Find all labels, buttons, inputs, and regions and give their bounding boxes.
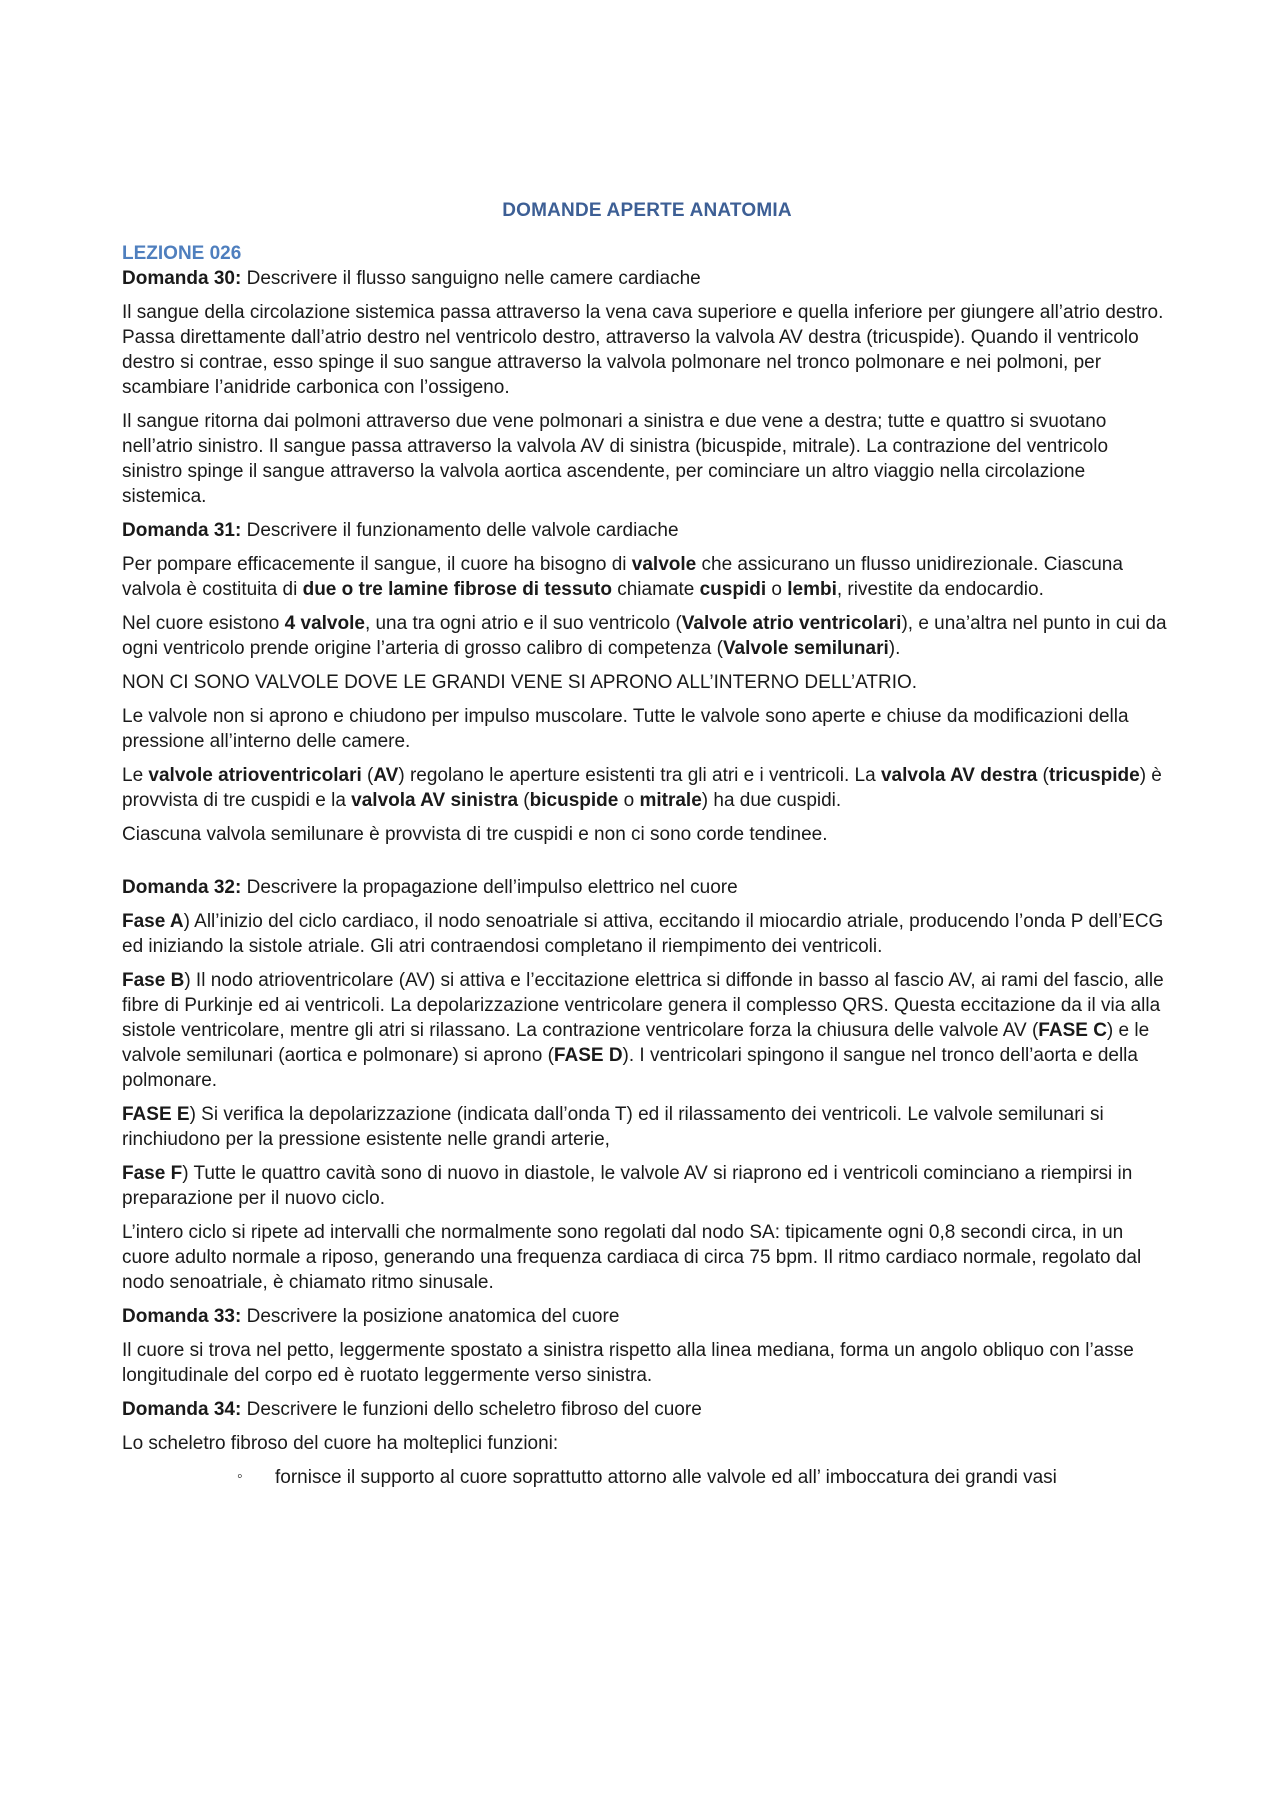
question-32-label: Domanda 32: [122, 877, 242, 898]
q31-paragraph-1: Per pompare efficacemente il sangue, il cuore ha bisogno di valvole che assicurano un flusso unidirezionale. Ciascuna valvola è costituita di due o tre lamine fibrose di tessuto chiamate cuspidi o lembi, rivestite da endocardio. [122, 554, 1123, 600]
question-30-text: Descrivere il flusso sanguigno nelle camere cardiache [241, 268, 701, 289]
question-33 [122, 1304, 1172, 1329]
question-34-text: Descrivere le funzioni dello scheletro fibroso del cuore [241, 1399, 702, 1420]
question-31-text: Descrivere il funzionamento delle valvole cardiache [241, 520, 679, 541]
q34-paragraph-1: Lo scheletro fibroso del cuore ha molteplici funzioni: [122, 1433, 559, 1454]
document-page [122, 198, 1172, 1490]
question-31-label: Domanda 31: [122, 520, 242, 541]
q31-paragraph-3: NON CI SONO VALVOLE DOVE LE GRANDI VENE SI APRONO ALL’INTERNO DELL’ATRIO. [122, 672, 918, 693]
q31-paragraph-2: Nel cuore esistono 4 valvole, una tra ogni atrio e il suo ventricolo (Valvole atrio ventricolari), e una’altra nel punto in cui da ogni ventricolo prende origine l’arteria di grosso calibro di competenza (Valvole semilunari). [122, 613, 1167, 659]
q31-paragraph-5: Le valvole atrioventricolari (AV) regolano le aperture esistenti tra gli atri e i ventricoli. La valvola AV destra (tricuspide) è provvista di tre cuspidi e la valvola AV sinistra (bicuspide o mitrale) ha due cuspidi. [122, 765, 1162, 811]
q33-paragraph-1: Il cuore si trova nel petto, leggermente spostato a sinistra rispetto alla linea mediana, forma un angolo obliquo con l’asse longitudinale del corpo ed è ruotato leggermente verso sinistra. [122, 1340, 1134, 1386]
question-33-text: Descrivere la posizione anatomica del cuore [241, 1306, 620, 1327]
question-30 [122, 266, 1172, 291]
document-title: DOMANDE APERTE ANATOMIA [502, 200, 792, 221]
list-item: ◦ fornisce il supporto al cuore soprattutto attorno alle valvole ed all’ imboccatura dei grandi vasi [237, 1465, 1172, 1490]
q32-phase-f: Fase F) Tutte le quattro cavità sono di nuovo in diastole, le valvole AV si riaprono ed i ventricoli cominciano a riempirsi in preparazione per il nuovo ciclo. [122, 1163, 1133, 1209]
question-32-text: Descrivere la propagazione dell’impulso elettrico nel cuore [241, 877, 738, 898]
question-34 [122, 1397, 1172, 1422]
q30-paragraph-1: Il sangue della circolazione sistemica passa attraverso la vena cava superiore e quella inferiore per giungere all’atrio destro. Passa direttamente dall’atrio destro nel ventricolo destro, attraverso la valvola AV destra (tricuspide). Quando il ventricolo destro si contrae, esso spinge il suo sangue attraverso la valvola polmonare nel tronco polmonare e nei polmoni, per scambiare l’anidride carbonica con l’ossigeno. [122, 302, 1164, 398]
q30-paragraph-2: Il sangue ritorna dai polmoni attraverso due vene polmonari a sinistra e due vene a destra; tutte e quattro si svuotano nell’atrio sinistro. Il sangue passa attraverso la valvola AV di sinistra (bicuspide, mitrale). La contrazione del ventricolo sinistro spinge il sangue attraverso la valvola aortica ascendente, per cominciare un altro viaggio nella circolazione sistemica. [122, 411, 1109, 507]
q32-phase-b: Fase B) Il nodo atrioventricolare (AV) si attiva e l’eccitazione elettrica si diffonde in basso al fascio AV, ai rami del fascio, alle fibre di Purkinje ed ai ventricoli. La depolarizzazione ventricolare genera il complesso QRS. Questa eccitazione da il via alla sistole ventricolare, mentre gli atri si rilassano. La contrazione ventricolare forza la chiusura delle valvole AV (FASE C) e le valvole semilunari (aortica e polmonare) si aprono (FASE D). I ventricolari spingono il sangue nel tronco dell’aorta e della polmonare. [122, 970, 1164, 1091]
q32-cycle-paragraph: L’intero ciclo si ripete ad intervalli che normalmente sono regolati dal nodo SA: tipicamente ogni 0,8 secondi circa, in un cuore adulto normale a riposo, generando una frequenza cardiaca di circa 75 bpm. Il ritmo cardiaco normale, regolato dal nodo senoatriale, è chiamato ritmo sinusale. [122, 1222, 1142, 1293]
question-33-label: Domanda 33: [122, 1306, 242, 1327]
bullet-marker-icon: ◦ [237, 1468, 243, 1485]
q34-bullet-list [122, 1465, 1172, 1490]
q32-phase-a: Fase A) All’inizio del ciclo cardiaco, il nodo senoatriale si attiva, eccitando il miocardio atriale, producendo l’onda P dell’ECG ed iniziando la sistole atriale. Gli atri contraendosi completano il riempimento dei ventricoli. [122, 911, 1164, 957]
question-34-label: Domanda 34: [122, 1399, 242, 1420]
question-32 [122, 875, 1172, 900]
q31-paragraph-4: Le valvole non si aprono e chiudono per impulso muscolare. Tutte le valvole sono aperte e chiuse da modificazioni della pressione all’interno delle camere. [122, 706, 1129, 752]
question-31 [122, 518, 1172, 543]
question-30-label: Domanda 30: [122, 268, 242, 289]
q31-paragraph-6: Ciascuna valvola semilunare è provvista di tre cuspidi e non ci sono corde tendinee. [122, 824, 828, 845]
q32-phase-e: FASE E) Si verifica la depolarizzazione (indicata dall’onda T) ed il rilassamento dei ventricoli. Le valvole semilunari si rinchiudono per la pressione esistente nelle grandi arterie, [122, 1104, 1104, 1150]
lesson-heading: LEZIONE 026 [122, 243, 242, 264]
